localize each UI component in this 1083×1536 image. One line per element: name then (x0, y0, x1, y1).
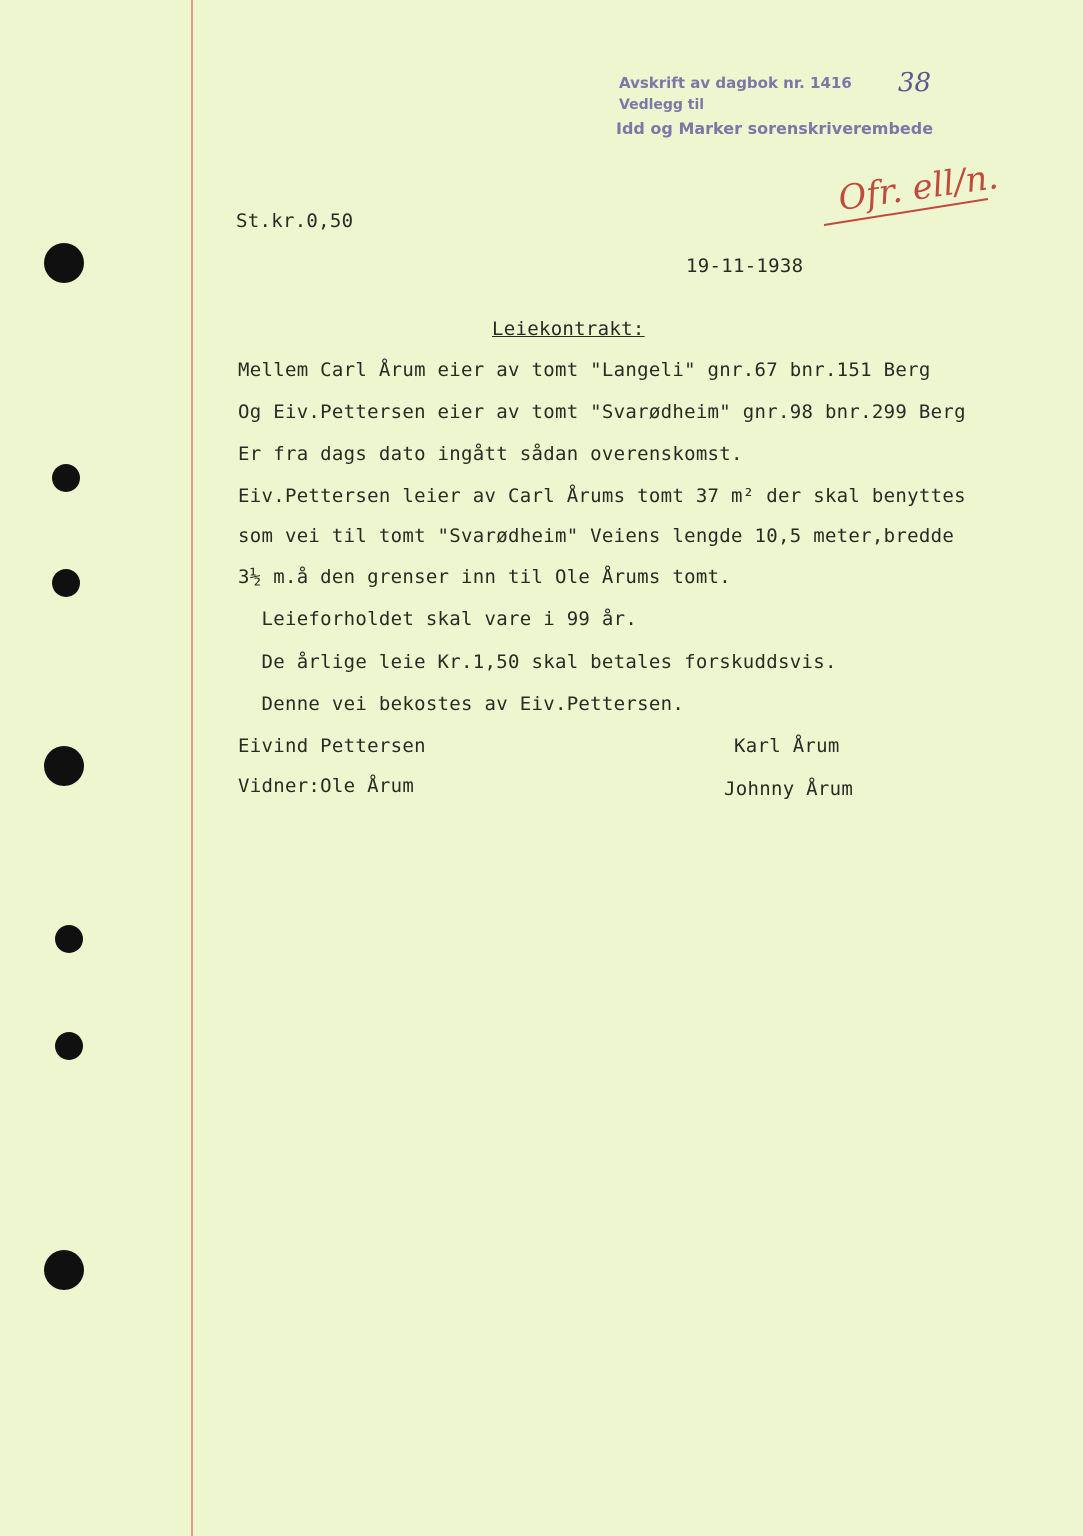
document-date: 19-11-1938 (686, 255, 804, 277)
stamp-year: 38 (898, 68, 932, 98)
punch-hole (55, 1032, 83, 1060)
body-line: Leieforholdet skal vare i 99 år. (238, 608, 638, 630)
punch-hole (44, 243, 84, 283)
signature-right: Johnny Årum (724, 778, 854, 800)
stamp-fee: St.kr.0,50 (236, 210, 354, 232)
body-line: Mellem Carl Årum eier av tomt "Langeli" gnr.67 bnr.151 Berg (238, 359, 931, 381)
punch-hole (52, 464, 80, 492)
body-line: Og Eiv.Pettersen eier av tomt "Svarødheim" gnr.98 bnr.299 Berg (238, 401, 966, 423)
punch-hole (44, 1250, 84, 1290)
punch-hole (52, 569, 80, 597)
stamp-line: Vedlegg til (619, 97, 705, 113)
body-line: Denne vei bekostes av Eiv.Pettersen. (238, 693, 685, 715)
punch-hole (44, 746, 84, 786)
body-line: Eiv.Pettersen leier av Carl Årums tomt 37 m² der skal benyttes (238, 485, 966, 507)
handwritten-annotation: Ofr. ell/n. (835, 157, 1001, 219)
body-line: De årlige leie Kr.1,50 skal betales forskuddsvis. (238, 651, 837, 673)
body-line: som vei til tomt "Svarødheim" Veiens lengde 10,5 meter,bredde (238, 525, 955, 547)
document-title: Leiekontrakt: (492, 318, 645, 340)
signature-right: Karl Årum (734, 735, 840, 757)
body-line: Er fra dags dato ingått sådan overenskomst. (238, 443, 743, 465)
margin-line (191, 0, 193, 1536)
signature-left: Eivind Pettersen (238, 735, 426, 757)
stamp-line: Idd og Marker sorenskriverembede (616, 119, 934, 138)
witness-line: Vidner:Ole Årum (238, 775, 415, 797)
body-line: 3½ m.å den grenser inn til Ole Årums tomt. (238, 566, 732, 588)
punch-hole (55, 925, 83, 953)
stamp-line: Avskrift av dagbok nr. 1416 (619, 74, 852, 92)
